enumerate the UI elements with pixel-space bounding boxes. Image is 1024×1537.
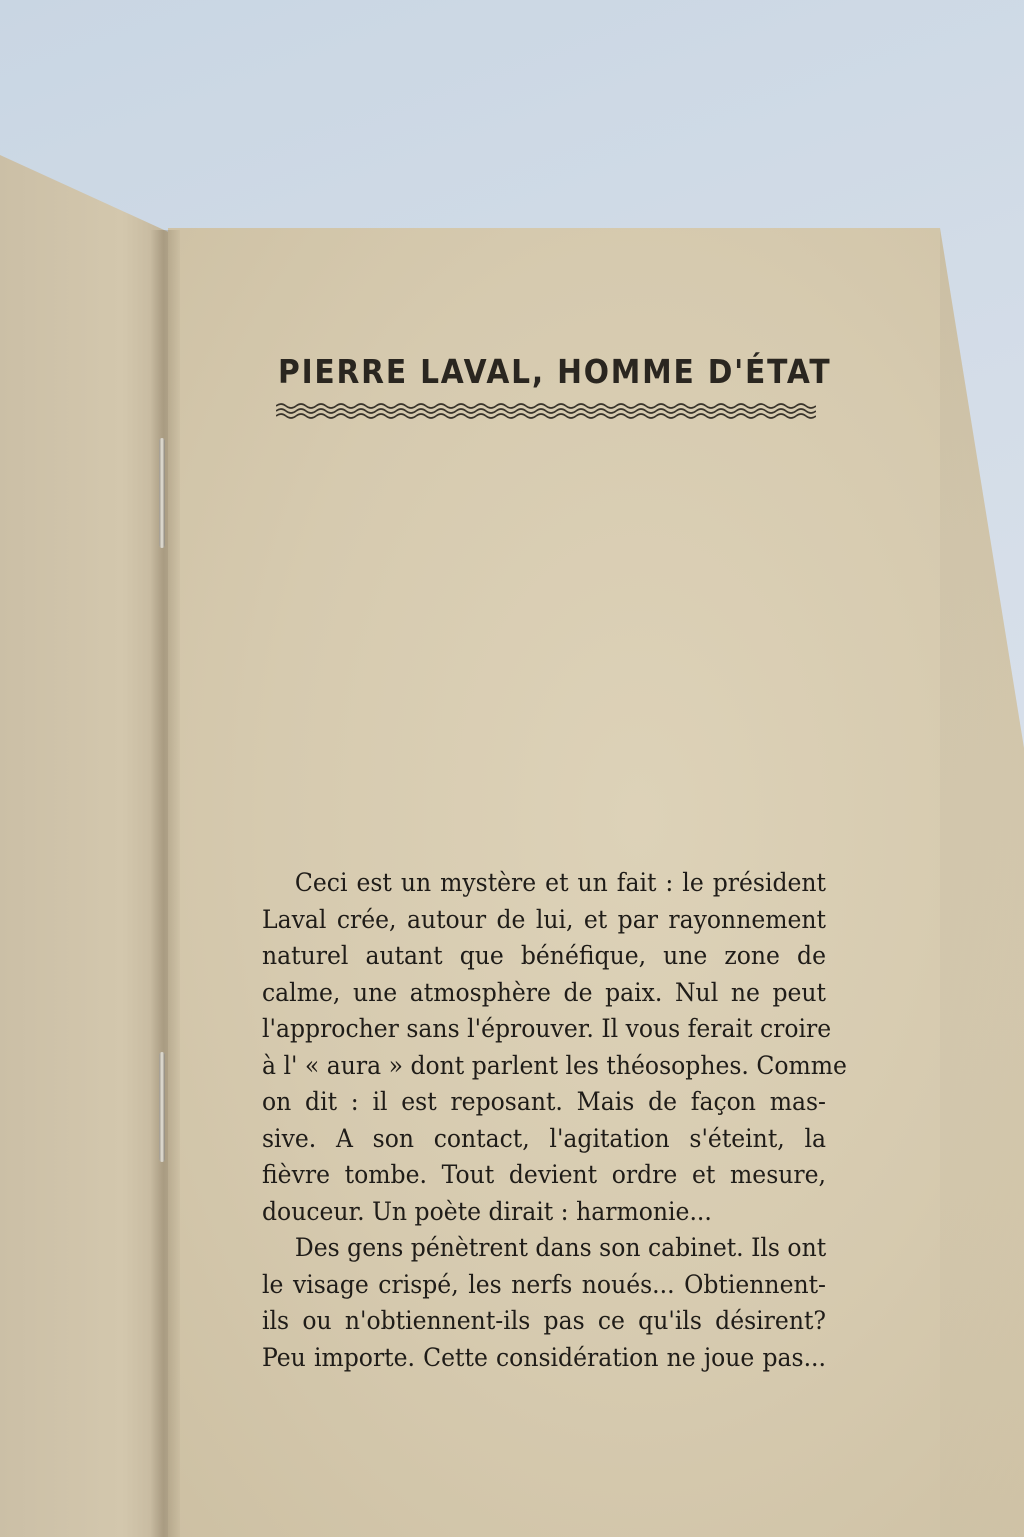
paragraph-2 xyxy=(262,1230,826,1376)
text-line: Ceci est un mystère et un fait : le président xyxy=(294,868,826,897)
body-text xyxy=(262,865,847,1376)
text-line: Des gens pénètrent dans son cabinet. Ils ont xyxy=(294,1233,827,1262)
text-line: sive. A son contact, l'agitation s'éteint, la xyxy=(262,1123,826,1153)
text-line: le visage crispé, les nerfs noués... Obtiennent- xyxy=(262,1269,826,1299)
text-line: douceur. Un poète dirait : harmonie... xyxy=(262,1196,712,1226)
left-page xyxy=(0,155,175,1537)
wavy-rule xyxy=(276,400,816,422)
text-line: ils ou n'obtiennent-ils pas ce qu'ils désirent? xyxy=(262,1306,826,1335)
text-line: naturel autant que bénéfique, une zone de xyxy=(262,941,826,970)
staple-bottom xyxy=(159,1052,165,1162)
text-line: fièvre tombe. Tout devient ordre et mesure, xyxy=(262,1160,826,1189)
page-title: PIERRE LAVAL, HOMME D'ÉTAT xyxy=(278,352,832,391)
book-gutter xyxy=(150,230,180,1537)
text-line: calme, une atmosphère de paix. Nul ne peut xyxy=(262,977,826,1007)
text-line: Peu importe. Cette considération ne joue pas... xyxy=(262,1342,826,1372)
text-line: on dit : il est reposant. Mais de façon mas- xyxy=(262,1087,826,1116)
staple-top xyxy=(159,438,165,548)
text-line: l'approcher sans l'éprouver. Il vous ferait croire xyxy=(262,1014,832,1043)
paragraph-1 xyxy=(262,865,847,1230)
page-edge-shadow xyxy=(940,228,1024,1537)
text-line: à l' « aura » dont parlent les théosophes. Comme xyxy=(262,1050,847,1080)
text-line: Laval crée, autour de lui, et par rayonnement xyxy=(262,904,826,934)
